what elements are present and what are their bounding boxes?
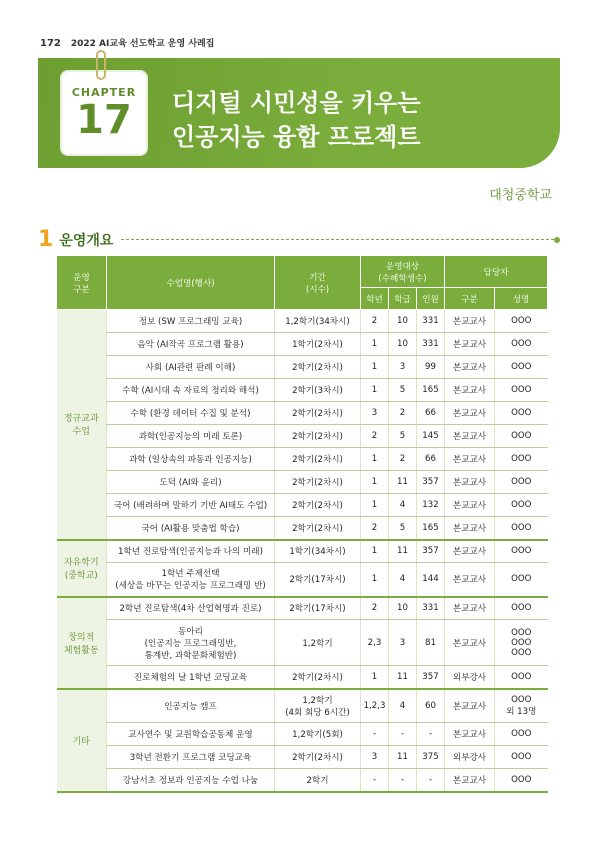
cell-staff-name: OOO	[495, 563, 548, 597]
table-row	[57, 746, 548, 769]
cell-period: 2학기(2차시)	[275, 471, 361, 494]
cell-people: 99	[417, 356, 445, 379]
cell-staff-name: OOO	[495, 333, 548, 356]
cell-people: -	[417, 723, 445, 746]
cell-category: 기타	[57, 689, 107, 792]
cell-staff-name: OOO	[495, 448, 548, 471]
cell-class-name: 국어 (AI활용 맞춤법 학습)	[107, 517, 275, 540]
cell-people: 375	[417, 746, 445, 769]
th-class: 학급	[389, 288, 417, 310]
cell-class-name: 인공지능 캠프	[107, 689, 275, 723]
cell-class-name: 과학 (일상속의 파동과 인공지능)	[107, 448, 275, 471]
cell-period: 1,2학기(5회)	[275, 723, 361, 746]
cell-class-name: 1학년 진로탐색(인공지능과 나의 미래)	[107, 540, 275, 563]
cell-staff-kind: 본교교사	[445, 425, 495, 448]
paperclip-icon	[96, 50, 106, 80]
cell-staff-name: OOO	[495, 517, 548, 540]
cell-period: 2학기(3차시)	[275, 379, 361, 402]
cell-staff-name: OOO	[495, 746, 548, 769]
cell-staff-name: OOO	[495, 597, 548, 620]
cell-grade: 2,3	[361, 620, 389, 666]
cell-period: 2학기(17차시)	[275, 597, 361, 620]
cell-grade: 2	[361, 310, 389, 333]
cell-class-count: 3	[389, 356, 417, 379]
th-kind: 구분	[445, 288, 495, 310]
cell-staff-name: OOO	[495, 769, 548, 792]
table-row	[57, 769, 548, 792]
cell-class-name: 국어 (배려하며 말하기 기반 AI태도 수업)	[107, 494, 275, 517]
cell-class-count: 5	[389, 517, 417, 540]
th-grade: 학년	[361, 288, 389, 310]
table-row	[57, 689, 548, 723]
cell-people: 66	[417, 448, 445, 471]
cell-grade: 1	[361, 494, 389, 517]
table-row	[57, 402, 548, 425]
cell-people: 66	[417, 402, 445, 425]
table-row	[57, 356, 548, 379]
cell-staff-name: OOO	[495, 402, 548, 425]
cell-period: 2학기(2차시)	[275, 746, 361, 769]
cell-people: 145	[417, 425, 445, 448]
cell-grade: 1	[361, 448, 389, 471]
table-row	[57, 597, 548, 620]
cell-class-name: 도덕 (AI와 윤리)	[107, 471, 275, 494]
cell-grade: 1	[361, 666, 389, 689]
cell-period: 2학기(2차시)	[275, 494, 361, 517]
table-row	[57, 425, 548, 448]
cell-people: 144	[417, 563, 445, 597]
cell-class-count: 11	[389, 471, 417, 494]
cell-period: 2학기(2차시)	[275, 356, 361, 379]
cell-grade: -	[361, 769, 389, 792]
cell-class-count: 5	[389, 425, 417, 448]
th-target: 운영대상 (수혜학생수)	[361, 256, 445, 288]
cell-period: 2학기(17차시)	[275, 563, 361, 597]
cell-grade: 1	[361, 379, 389, 402]
table-row	[57, 379, 548, 402]
cell-grade: 1	[361, 333, 389, 356]
cell-period: 1학기(34차시)	[275, 540, 361, 563]
table-row	[57, 540, 548, 563]
cell-staff-name: OOO	[495, 310, 548, 333]
cell-grade: 1	[361, 471, 389, 494]
cell-staff-kind: 본교교사	[445, 379, 495, 402]
cell-period: 1학기(2차시)	[275, 333, 361, 356]
table-row	[57, 310, 548, 333]
cell-class-name: 수학 (AI시대 속 자료의 정리와 해석)	[107, 379, 275, 402]
cell-staff-kind: 본교교사	[445, 517, 495, 540]
cell-staff-name: OOO OOO OOO	[495, 620, 548, 666]
chapter-label: CHAPTER	[71, 85, 137, 99]
cell-category: 정규교과 수업	[57, 310, 107, 540]
cell-staff-name: OOO	[495, 666, 548, 689]
cell-staff-kind: 본교교사	[445, 723, 495, 746]
cell-grade: 1	[361, 356, 389, 379]
cell-class-count: -	[389, 769, 417, 792]
cell-staff-kind: 본교교사	[445, 597, 495, 620]
cell-period: 2학기(2차시)	[275, 425, 361, 448]
cell-class-name: 2학년 진로탐색(4차 산업혁명과 진로)	[107, 597, 275, 620]
cell-class-count: 11	[389, 746, 417, 769]
chapter-title	[172, 86, 421, 154]
section-divider	[121, 239, 554, 240]
th-person: 성명	[495, 288, 548, 310]
cell-class-name: 강남서초 정보과 인공지능 수업 나눔	[107, 769, 275, 792]
book-title: 2022 AI교육 선도학교 운영 사례집	[70, 39, 215, 49]
table-row	[57, 563, 548, 597]
cell-class-count: 3	[389, 620, 417, 666]
table-row	[57, 333, 548, 356]
cell-people: 165	[417, 379, 445, 402]
cell-people: -	[417, 769, 445, 792]
cell-period: 2학기(2차시)	[275, 517, 361, 540]
cell-people: 81	[417, 620, 445, 666]
section-number: 1	[38, 227, 54, 252]
cell-staff-kind: 본교교사	[445, 563, 495, 597]
table-body	[57, 310, 548, 792]
cell-class-count: 5	[389, 379, 417, 402]
cell-category: 자유학기 (중학교)	[57, 540, 107, 597]
table-row	[57, 448, 548, 471]
cell-staff-kind: 본교교사	[445, 356, 495, 379]
page-header	[40, 36, 214, 49]
cell-grade: 1,2,3	[361, 689, 389, 723]
th-category: 운영 구분	[57, 256, 107, 310]
cell-class-name: 정보 (SW 프로그래밍 교육)	[107, 310, 275, 333]
chapter-badge	[60, 70, 148, 156]
chapter-number: 17	[76, 96, 132, 143]
th-class-name: 수업명(행사)	[107, 256, 275, 310]
cell-staff-name: OOO	[495, 356, 548, 379]
cell-staff-kind: 본교교사	[445, 689, 495, 723]
cell-staff-kind: 본교교사	[445, 540, 495, 563]
cell-period: 1,2학기	[275, 620, 361, 666]
cell-grade: 2	[361, 425, 389, 448]
cell-staff-kind: 본교교사	[445, 769, 495, 792]
cell-people: 357	[417, 471, 445, 494]
cell-grade: 1	[361, 540, 389, 563]
cell-class-count: 10	[389, 333, 417, 356]
cell-staff-kind: 본교교사	[445, 620, 495, 666]
cell-people: 165	[417, 517, 445, 540]
cell-class-count: 2	[389, 448, 417, 471]
cell-class-count: -	[389, 723, 417, 746]
cell-class-name: 1학년 주제선택 (세상을 바꾸는 인공지능 프로그래밍 반)	[107, 563, 275, 597]
cell-staff-kind: 본교교사	[445, 333, 495, 356]
cell-class-name: 진로체험의 날 1학년 코딩교육	[107, 666, 275, 689]
cell-period: 1,2학기 (4회 회당 6시간)	[275, 689, 361, 723]
cell-people: 60	[417, 689, 445, 723]
page-number: 172	[40, 38, 61, 49]
th-people: 인원	[417, 288, 445, 310]
cell-staff-kind: 본교교사	[445, 310, 495, 333]
cell-class-count: 2	[389, 402, 417, 425]
cell-class-name: 사회 (AI관련 판례 이해)	[107, 356, 275, 379]
table-row	[57, 666, 548, 689]
cell-class-name: 교사연수 및 교원학습공동체 운영	[107, 723, 275, 746]
cell-period: 2학기(2차시)	[275, 666, 361, 689]
cell-period: 2학기(2차시)	[275, 448, 361, 471]
section-heading	[38, 227, 560, 252]
cell-period: 2학기(2차시)	[275, 402, 361, 425]
cell-grade: -	[361, 723, 389, 746]
cell-staff-kind: 외부강사	[445, 666, 495, 689]
cell-staff-name: OOO 외 13명	[495, 689, 548, 723]
cell-people: 331	[417, 597, 445, 620]
section-label: 운영개요	[59, 232, 114, 249]
cell-class-count: 10	[389, 597, 417, 620]
table-row	[57, 517, 548, 540]
cell-class-name: 3학년 전환기 프로그램 코딩교육	[107, 746, 275, 769]
cell-class-count: 4	[389, 563, 417, 597]
cell-staff-name: OOO	[495, 723, 548, 746]
school-name: 대청중학교	[489, 188, 552, 203]
cell-class-name: 음악 (AI작곡 프로그램 활용)	[107, 333, 275, 356]
cell-class-count: 4	[389, 689, 417, 723]
cell-staff-name: OOO	[495, 425, 548, 448]
table-row	[57, 723, 548, 746]
cell-people: 331	[417, 333, 445, 356]
cell-class-count: 11	[389, 540, 417, 563]
cell-people: 331	[417, 310, 445, 333]
cell-category: 창의적 체험활동	[57, 597, 107, 689]
cell-grade: 2	[361, 597, 389, 620]
cell-period: 1,2학기(34차시)	[275, 310, 361, 333]
cell-staff-kind: 본교교사	[445, 448, 495, 471]
cell-staff-name: OOO	[495, 379, 548, 402]
cell-staff-kind: 본교교사	[445, 402, 495, 425]
cell-period: 2학기	[275, 769, 361, 792]
cell-staff-kind: 본교교사	[445, 471, 495, 494]
cell-staff-name: OOO	[495, 471, 548, 494]
cell-class-name: 수학 (환경 데이터 수집 및 분석)	[107, 402, 275, 425]
title-line-2: 인공지능 융합 프로젝트	[172, 123, 421, 151]
cell-class-name: 동아리 (인공지능 프로그래밍반, 통계반, 과학문화체험반)	[107, 620, 275, 666]
cell-grade: 1	[361, 563, 389, 597]
cell-class-count: 11	[389, 666, 417, 689]
table-row	[57, 494, 548, 517]
cell-staff-name: OOO	[495, 494, 548, 517]
th-period: 기간 (시수)	[275, 256, 361, 310]
th-staff: 담당자	[445, 256, 548, 288]
cell-staff-name: OOO	[495, 540, 548, 563]
table-row	[57, 471, 548, 494]
cell-grade: 3	[361, 746, 389, 769]
cell-grade: 3	[361, 402, 389, 425]
cell-class-count: 10	[389, 310, 417, 333]
cell-class-count: 4	[389, 494, 417, 517]
cell-people: 132	[417, 494, 445, 517]
cell-people: 357	[417, 540, 445, 563]
cell-staff-kind: 본교교사	[445, 494, 495, 517]
cell-grade: 2	[361, 517, 389, 540]
divider-dot	[554, 237, 560, 243]
cell-class-name: 과학(인공지능의 미래 토론)	[107, 425, 275, 448]
title-line-1: 디지털 시민성을 키우는	[172, 89, 421, 117]
operation-table	[56, 255, 548, 793]
table-row	[57, 620, 548, 666]
cell-staff-kind: 외부강사	[445, 746, 495, 769]
cell-people: 357	[417, 666, 445, 689]
